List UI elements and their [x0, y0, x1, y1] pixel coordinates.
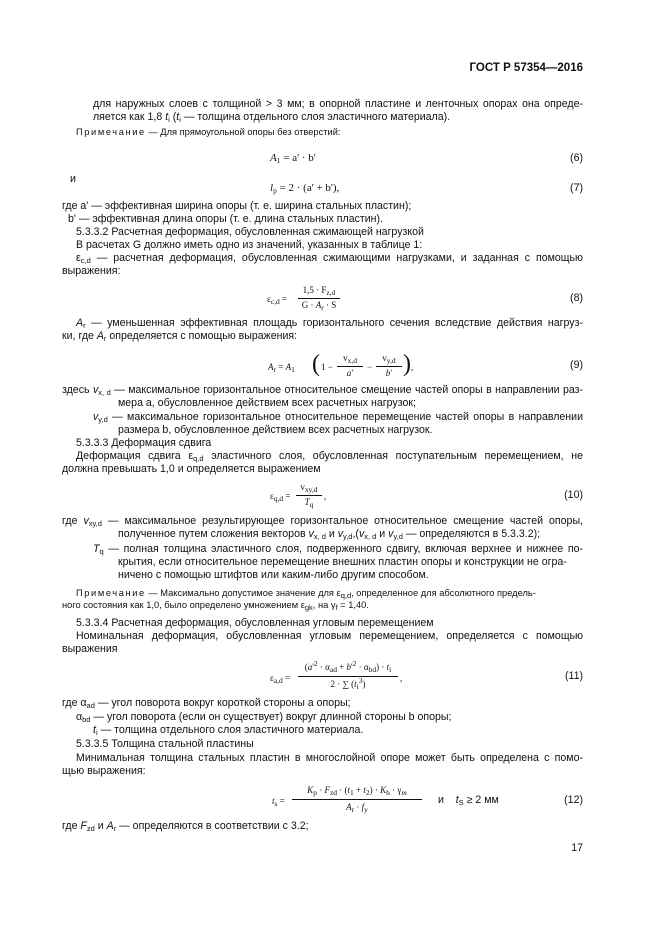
bracket: ): [403, 351, 411, 377]
equation-number: (10): [564, 489, 583, 501]
paragraph-line: ляется как 1,8 $t_i$ ($t_i$ — толщина отдельного слоя эластичного материала).: [93, 111, 451, 124]
conjunction: и: [70, 173, 76, 185]
equation-11-numerator: $(a'^2 \cdot \alpha_{ad} + b'^2 \cdot \alpha_{bd}) \cdot t_i$: [304, 659, 392, 674]
equation-number: (11): [564, 670, 583, 682]
equation-12-denominator: $A_r \cdot f_y$: [346, 802, 368, 814]
section-heading: 5.3.3.4 Расчетная деформация, обусловленная угловым перемещением: [76, 617, 434, 629]
paragraph-line: выражения:: [62, 265, 121, 277]
paragraph-line: должна превышать 1,0 и определяется выражением: [62, 463, 321, 475]
equation-12-numerator: $K_p \cdot F_{zd} \cdot (t_1 + t_2) \cdot K_h \cdot \gamma_m$: [307, 785, 407, 797]
equation-12-condition: и $t_S \ge 2$ мм: [438, 794, 499, 807]
note: ного состояния как 1,0, было определено умножением $\varepsilon_{gk}$, на $\gamma_f = 1,40$.: [62, 600, 369, 612]
fraction-bar: [298, 676, 398, 677]
equation-8-numerator: $1,5 \cdot F_{z,d}$: [302, 285, 336, 297]
note: Примечание — Для прямоугольной опоры без отверстий:: [76, 127, 341, 137]
equation-9-frac1-den: a': [346, 368, 354, 378]
equation-10-denominator: $T_q$: [304, 497, 314, 509]
fraction-bar: [376, 366, 402, 367]
equation-12-lhs: $t_s$ =: [272, 796, 285, 808]
equation-number: (7): [570, 182, 583, 194]
fraction-bar: [296, 495, 322, 496]
equation-6: $A_1 = a' \cdot b'$: [270, 152, 316, 165]
fraction-bar: [337, 366, 363, 367]
definition: где $F_{zd}$ и $A_r$ — определяются в соответствии с 3.2;: [62, 820, 309, 833]
definition: $t_i$ — толщина отдельного слоя эластичного материала.: [93, 724, 364, 737]
fraction-bar: [298, 298, 340, 299]
paragraph-line: В расчетах G должно иметь одно из значений, указанных в таблице 1:: [76, 239, 423, 251]
equation-11-denominator: 2 · ∑ $(t_i^3)$: [330, 676, 366, 691]
definition: $T_q$ — полная толщина эластичного слоя, подверженного сдвигу, включая верхнее и нижнее по-: [93, 543, 583, 556]
section-heading: 5.3.3.2 Расчетная деформация, обусловленная сжимающей нагрузкой: [76, 226, 424, 238]
definition: $v_{y,d}$ — максимальное горизонтальное относительное перемещение частей опоры в направлении: [93, 411, 583, 424]
equation-8-denominator: $G \cdot A_r \cdot S$: [301, 300, 337, 312]
equation-7: $l_p = 2 \cdot (a' + b')$,: [270, 182, 340, 195]
definition: где $\alpha_{ad}$ — угол поворота вокруг короткой стороны a опоры;: [62, 697, 351, 710]
equation-10-lhs: $\varepsilon_{q,d}$ =: [270, 491, 291, 503]
definition: мера a, обусловленное действием всех расчетных нагрузок;: [118, 397, 416, 409]
equation-9-lhs: $A_r = A_1$: [268, 362, 295, 374]
paragraph-line: Минимальная толщина стальных пластин в многослойной опоре может быть определена с помо-: [76, 752, 583, 764]
paragraph-line: Деформация сдвига $\varepsilon_{q,d}$ эластичного слоя, обусловленная поступательным перемещением, не: [76, 450, 583, 463]
paragraph-line: щью выражения:: [62, 765, 146, 777]
equation-11-comma: ,: [400, 673, 403, 683]
equation-number: (8): [570, 292, 583, 304]
paragraph-line: ки, где $A_r$ определяется с помощью выражения:: [62, 330, 298, 343]
fraction-bar: [292, 799, 422, 800]
equation-9-frac2-num: $v_{y,d}$: [382, 353, 396, 365]
definition: размера b, обусловленное действием всех расчетных нагрузок.: [118, 424, 433, 436]
definition: ничено с помощью штифтов или каким-либо другим способом.: [118, 569, 429, 581]
section-heading: 5.3.3.5 Толщина стальной пластины: [76, 738, 254, 750]
paragraph-line: Номинальная деформация, обусловленная угловым перемещением, определяется с помощью: [76, 630, 583, 642]
document-header: ГОСТ Р 57354—2016: [469, 62, 583, 74]
definition: полученное путем сложения векторов $v_{x, d}$ и $v_{y,d},(v_{x, d}$ и $v_{y,d}$ — определяются в 5.3.3.2);: [118, 528, 541, 541]
equation-9-frac1-num: $v_{x,d}$: [343, 353, 357, 365]
equation-9-frac2-den: b': [385, 368, 393, 378]
paragraph-line: для наружных слоев с толщиной > 3 мм; в опорной пластине и ленточных опорах она опреде-: [93, 98, 583, 110]
bracket: (: [312, 351, 320, 377]
definition: здесь $v_{x, d}$ — максимальное горизонтальное относительное смещение частей опоры в направлении раз-: [62, 384, 583, 397]
equation-number: (9): [570, 359, 583, 371]
equation-8-lhs: $\varepsilon_{c,d}$ =: [267, 294, 288, 306]
definition: $\alpha_{bd}$ — угол поворота (если он существует) вокруг длинной стороны b опоры;: [76, 711, 452, 724]
note: Примечание — Максимально допустимое значение для $\varepsilon_{q,d}$, определенное для абсолютного предель-: [76, 588, 536, 600]
paragraph-line: $\varepsilon_{c,d}$ — расчетная деформация, обусловленная сжимающими нагрузками, и заданная с помощью: [76, 252, 583, 265]
section-heading: 5.3.3.3 Деформация сдвига: [76, 437, 212, 449]
definition: b' — эффективная длина опоры (т. е. длина стальных пластин).: [68, 213, 383, 225]
definition: где $v_{xy,d}$ — максимальное результирующее горизонтальное относительное смещение частей опоры,: [62, 515, 584, 528]
paragraph-line: выражения: [62, 643, 118, 655]
equation-10-numerator: $v_{xy,d}$: [300, 482, 318, 494]
equation-number: (12): [564, 794, 583, 806]
equation-9-minus: −: [367, 362, 373, 372]
equation-9-body: 1 −: [321, 362, 333, 372]
equation-10-comma: ,: [324, 491, 327, 501]
definition: где a' — эффективная ширина опоры (т. е. ширина стальных пластин);: [62, 200, 412, 212]
equation-9-comma: ,: [411, 362, 414, 372]
equation-11-lhs: $\varepsilon_{a,d}$ =: [270, 673, 291, 685]
paragraph-line: $A_r$ — уменьшенная эффективная площадь горизонтального сечения вследствие действия нагруз-: [76, 317, 583, 330]
page-number: 17: [571, 842, 583, 854]
definition: крытия, если относительное перемещение внешних пластин опоры и конструкции не огра-: [118, 556, 567, 568]
equation-number: (6): [570, 152, 583, 164]
